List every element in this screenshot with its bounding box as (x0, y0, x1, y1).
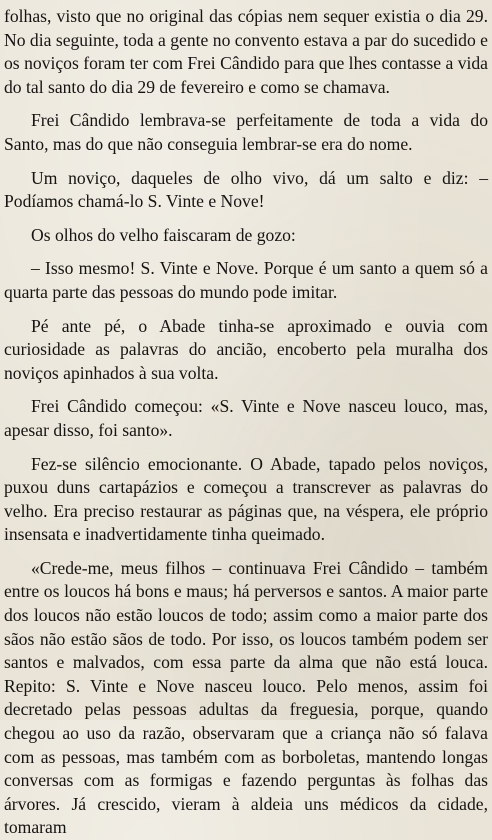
paragraph-4: Os olhos do velho faiscaram de gozo: (31, 224, 296, 245)
paragraph-1: folhas, visto que no original das cópias nem sequer existia o dia 29. No dia seguinte, toda a gente no convento estava a par do sucedido e os noviços foram ter com Frei Cândido para que lhes contasse a vida do tal santo do dia 29 de fevereiro e como se chamava. (4, 6, 488, 97)
paragraph-5: – Isso mesmo! S. Vinte e Nove. Porque é um santo a quem só a quarta parte das pessoas do mundo pode imitar. (4, 258, 488, 302)
paragraph-7: Frei Cândido começou: «S. Vinte e Nove nasceu louco, mas, apesar disso, foi santo». (4, 396, 488, 440)
paragraph-6: Pé ante pé, o Abade tinha-se aproximado e ouvia com curiosidade as palavras do ancião, encoberto pela muralha dos noviços apinhados à sua volta. (4, 315, 488, 383)
paragraph-8: Fez-se silêncio emocionante. O Abade, tapado pelos noviços, puxou duns cartapázios e começou a transcrever as palavras do velho. Era preciso restaurar as páginas que, na véspera, ele próprio insensata e inadvertidamente tinha queimado. (4, 453, 488, 545)
paragraph-2: Frei Cândido lembrava-se perfeitamente de toda a vida do Santo, mas do que não conseguia lembrar-se era do nome. (4, 110, 488, 154)
paragraph-3: Um noviço, daqueles de olho vivo, dá um salto e diz: – Podíamos chamá-lo S. Vinte e Nove! (4, 167, 488, 212)
paragraph-9: «Crede-me, meus filhos – continuava Frei Cândido – também entre os loucos há bons e maus; há perversos e santos. A maior parte dos loucos não estão loucos de todo; assim como a maior parte dos sãos não estão sãos de todo. Por isso, os loucos também podem ser santos e malvados, com essa parte da alma que não está louca. Repito: S. Vinte e Nove nasceu louco. Pelo menos, assim foi decretado pelas pessoas adultas da freguesia, porque, quando chegou ao uso da razão, observaram que a criança não só falava com as pessoas, mas também com as borboletas, mantendo longas conversas com as formigas e fazendo perguntas às folhas das árvores. Já crescido, vieram à aldeia uns médicos da cidade, tomaram (4, 557, 488, 838)
